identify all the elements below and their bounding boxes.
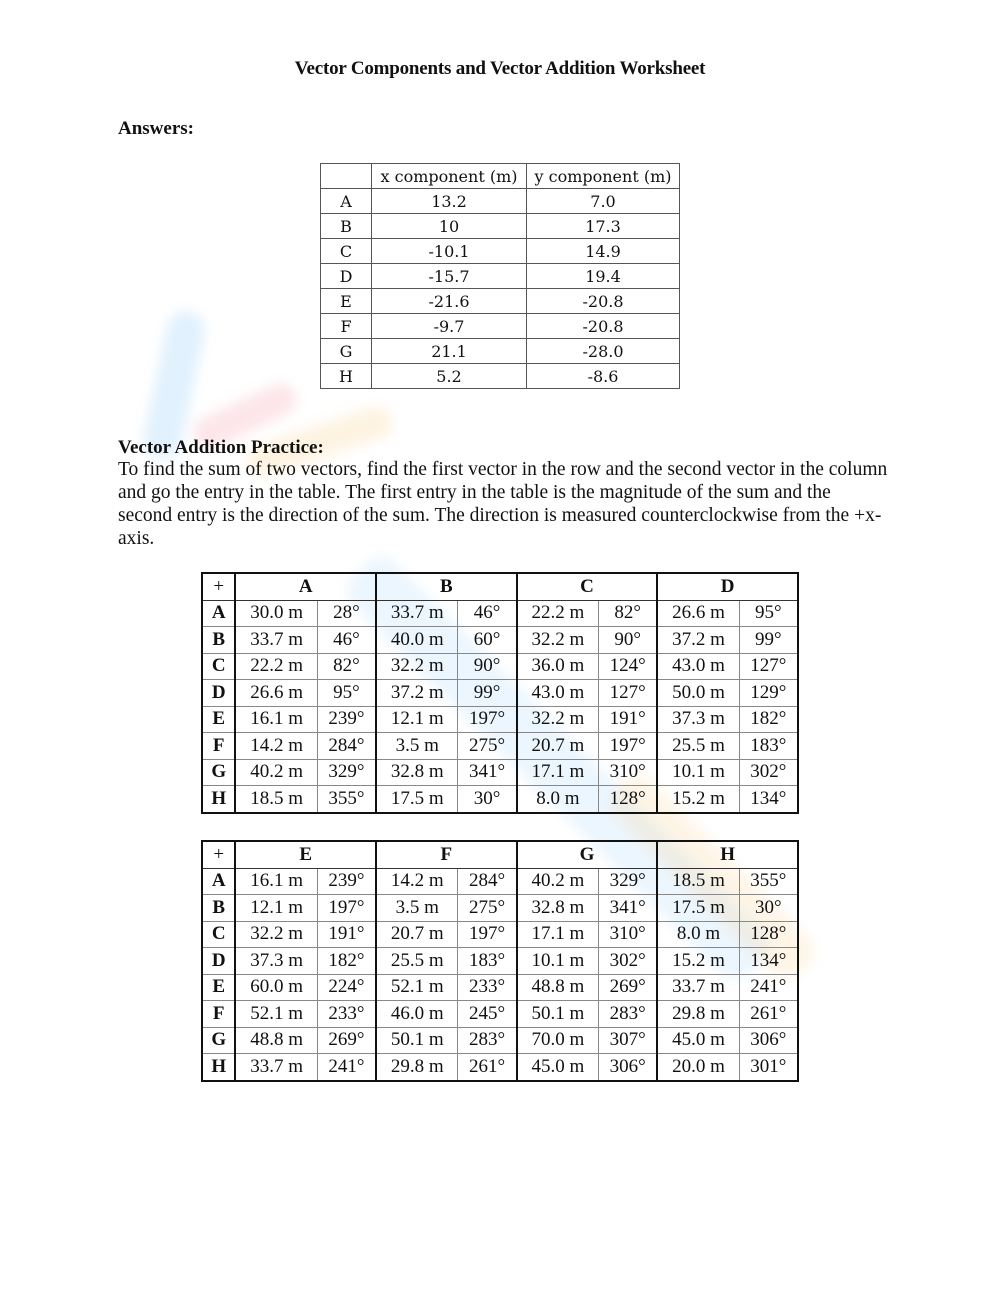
sum-direction: 124°: [599, 653, 658, 680]
sum-direction: 197°: [458, 921, 517, 948]
header-cell: x component (m): [372, 164, 527, 189]
x-component: -10.1: [372, 239, 527, 264]
sum-direction: 275°: [458, 895, 517, 922]
sum-direction: 30°: [458, 786, 517, 813]
sum-direction: 310°: [599, 921, 658, 948]
sum-magnitude: 29.8 m: [376, 1054, 458, 1081]
sum-direction: 302°: [599, 948, 658, 975]
column-header-vector: G: [517, 841, 658, 868]
y-component: 14.9: [527, 239, 680, 264]
sum-magnitude: 14.2 m: [376, 868, 458, 895]
sum-direction: 182°: [317, 948, 376, 975]
table-row: [202, 786, 798, 813]
sum-magnitude: 32.8 m: [376, 759, 458, 786]
row-header-vector: E: [202, 706, 235, 733]
sum-magnitude: 37.2 m: [376, 680, 458, 707]
row-header-vector: F: [202, 1001, 235, 1028]
sum-direction: 127°: [739, 653, 798, 680]
sum-magnitude: 43.0 m: [657, 653, 739, 680]
sum-direction: 30°: [739, 895, 798, 922]
row-header-vector: C: [202, 653, 235, 680]
sum-magnitude: 8.0 m: [657, 921, 739, 948]
table-row: [202, 1001, 798, 1028]
table-row: [202, 600, 798, 627]
sum-direction: 245°: [458, 1001, 517, 1028]
practice-instructions: To find the sum of two vectors, find the first vector in the row and the second vector in the column and go the entry in the table. The first entry in the table is the magnitude of the sum and the second entry is the direction of the sum. The direction is measured counterclockwise from the +x-axis.: [118, 459, 888, 549]
row-header-vector: A: [202, 600, 235, 627]
vector-label: E: [321, 289, 372, 314]
row-header-vector: C: [202, 921, 235, 948]
sum-magnitude: 26.6 m: [235, 680, 317, 707]
row-header-vector: D: [202, 680, 235, 707]
y-component: -8.6: [527, 364, 680, 389]
table-row: [202, 868, 798, 895]
x-component: -21.6: [372, 289, 527, 314]
sum-magnitude: 32.2 m: [235, 921, 317, 948]
sum-direction: 46°: [458, 600, 517, 627]
sum-magnitude: 33.7 m: [376, 600, 458, 627]
sum-magnitude: 40.2 m: [517, 868, 599, 895]
sum-direction: 269°: [317, 1027, 376, 1054]
sum-magnitude: 26.6 m: [657, 600, 739, 627]
table-row: [202, 948, 798, 975]
sum-direction: 306°: [599, 1054, 658, 1081]
sum-magnitude: 25.5 m: [376, 948, 458, 975]
vector-label: H: [321, 364, 372, 389]
row-header-vector: E: [202, 974, 235, 1001]
sum-direction: 82°: [317, 653, 376, 680]
sum-magnitude: 18.5 m: [657, 868, 739, 895]
corner-plus-cell: +: [202, 841, 235, 868]
y-component: 7.0: [527, 189, 680, 214]
sum-magnitude: 52.1 m: [376, 974, 458, 1001]
sum-magnitude: 22.2 m: [517, 600, 599, 627]
header-cell: [321, 164, 372, 189]
sum-direction: 284°: [458, 868, 517, 895]
sum-magnitude: 48.8 m: [517, 974, 599, 1001]
sum-magnitude: 50.1 m: [517, 1001, 599, 1028]
table-row: [202, 627, 798, 654]
sum-magnitude: 32.2 m: [517, 627, 599, 654]
sum-magnitude: 20.7 m: [376, 921, 458, 948]
row-header-vector: H: [202, 1054, 235, 1081]
table-header-row: [321, 164, 680, 189]
sum-direction: 182°: [739, 706, 798, 733]
sum-magnitude: 32.2 m: [517, 706, 599, 733]
sum-direction: 95°: [317, 680, 376, 707]
sum-direction: 269°: [599, 974, 658, 1001]
sum-magnitude: 40.0 m: [376, 627, 458, 654]
corner-plus-cell: +: [202, 573, 235, 600]
row-header-vector: B: [202, 895, 235, 922]
sum-magnitude: 37.2 m: [657, 627, 739, 654]
column-header-vector: H: [657, 841, 798, 868]
table-row: [202, 1027, 798, 1054]
sum-magnitude: 17.5 m: [376, 786, 458, 813]
sum-magnitude: 46.0 m: [376, 1001, 458, 1028]
table-row: [321, 314, 680, 339]
sum-magnitude: 15.2 m: [657, 948, 739, 975]
sum-magnitude: 50.1 m: [376, 1027, 458, 1054]
sum-magnitude: 29.8 m: [657, 1001, 739, 1028]
row-header-vector: B: [202, 627, 235, 654]
components-table: [320, 163, 680, 389]
sum-direction: 191°: [317, 921, 376, 948]
sum-magnitude: 30.0 m: [235, 600, 317, 627]
row-header-vector: A: [202, 868, 235, 895]
sum-magnitude: 22.2 m: [235, 653, 317, 680]
sum-magnitude: 48.8 m: [235, 1027, 317, 1054]
sum-magnitude: 25.5 m: [657, 733, 739, 760]
vector-label: G: [321, 339, 372, 364]
sum-direction: 241°: [317, 1054, 376, 1081]
sum-magnitude: 40.2 m: [235, 759, 317, 786]
sum-magnitude: 3.5 m: [376, 733, 458, 760]
y-component: 17.3: [527, 214, 680, 239]
sum-direction: 241°: [739, 974, 798, 1001]
sum-direction: 275°: [458, 733, 517, 760]
table-row: [321, 289, 680, 314]
row-header-vector: G: [202, 759, 235, 786]
sum-direction: 329°: [317, 759, 376, 786]
sum-direction: 129°: [739, 680, 798, 707]
row-header-vector: F: [202, 733, 235, 760]
sum-magnitude: 33.7 m: [657, 974, 739, 1001]
row-header-vector: G: [202, 1027, 235, 1054]
sum-direction: 341°: [458, 759, 517, 786]
y-component: -20.8: [527, 314, 680, 339]
sum-table-a-to-d: [201, 572, 799, 814]
sum-direction: 329°: [599, 868, 658, 895]
sum-magnitude: 45.0 m: [657, 1027, 739, 1054]
row-header-vector: D: [202, 948, 235, 975]
table-row: [202, 921, 798, 948]
vector-label: B: [321, 214, 372, 239]
table-row: [202, 706, 798, 733]
table-header-row: [202, 841, 798, 868]
page-title: Vector Components and Vector Addition Worksheet: [294, 58, 706, 79]
table-row: [321, 214, 680, 239]
sum-direction: 233°: [458, 974, 517, 1001]
vector-label: C: [321, 239, 372, 264]
table-header-row: [202, 573, 798, 600]
sum-direction: 261°: [739, 1001, 798, 1028]
y-component: -20.8: [527, 289, 680, 314]
sum-direction: 306°: [739, 1027, 798, 1054]
sum-direction: 128°: [739, 921, 798, 948]
column-header-vector: B: [376, 573, 517, 600]
sum-direction: 302°: [739, 759, 798, 786]
sum-magnitude: 17.1 m: [517, 921, 599, 948]
x-component: -9.7: [372, 314, 527, 339]
sum-direction: 197°: [317, 895, 376, 922]
sum-magnitude: 12.1 m: [376, 706, 458, 733]
sum-magnitude: 52.1 m: [235, 1001, 317, 1028]
sum-magnitude: 36.0 m: [517, 653, 599, 680]
sum-magnitude: 10.1 m: [657, 759, 739, 786]
sum-magnitude: 32.2 m: [376, 653, 458, 680]
x-component: -15.7: [372, 264, 527, 289]
sum-direction: 134°: [739, 948, 798, 975]
table-row: [321, 264, 680, 289]
table-row: [202, 895, 798, 922]
sum-magnitude: 32.8 m: [517, 895, 599, 922]
sum-magnitude: 37.3 m: [235, 948, 317, 975]
column-header-vector: A: [235, 573, 376, 600]
sum-magnitude: 17.1 m: [517, 759, 599, 786]
sum-direction: 60°: [458, 627, 517, 654]
x-component: 13.2: [372, 189, 527, 214]
table-row: [202, 1054, 798, 1081]
sum-direction: 310°: [599, 759, 658, 786]
x-component: 21.1: [372, 339, 527, 364]
column-header-vector: D: [657, 573, 798, 600]
sum-direction: 183°: [458, 948, 517, 975]
sum-magnitude: 18.5 m: [235, 786, 317, 813]
sum-direction: 28°: [317, 600, 376, 627]
sum-direction: 239°: [317, 868, 376, 895]
sum-magnitude: 33.7 m: [235, 627, 317, 654]
practice-heading: Vector Addition Practice:: [118, 437, 324, 458]
sum-direction: 127°: [599, 680, 658, 707]
sum-direction: 224°: [317, 974, 376, 1001]
table-row: [321, 189, 680, 214]
sum-magnitude: 12.1 m: [235, 895, 317, 922]
vector-label: A: [321, 189, 372, 214]
table-row: [202, 733, 798, 760]
sum-direction: 197°: [458, 706, 517, 733]
sum-direction: 183°: [739, 733, 798, 760]
sum-direction: 355°: [739, 868, 798, 895]
sum-table-e-to-h: [201, 840, 799, 1082]
sum-direction: 284°: [317, 733, 376, 760]
sum-direction: 307°: [599, 1027, 658, 1054]
row-header-vector: H: [202, 786, 235, 813]
sum-magnitude: 20.0 m: [657, 1054, 739, 1081]
sum-magnitude: 15.2 m: [657, 786, 739, 813]
sum-direction: 95°: [739, 600, 798, 627]
table-row: [321, 364, 680, 389]
table-row: [202, 759, 798, 786]
table-row: [321, 239, 680, 264]
sum-magnitude: 14.2 m: [235, 733, 317, 760]
sum-magnitude: 33.7 m: [235, 1054, 317, 1081]
sum-direction: 283°: [599, 1001, 658, 1028]
column-header-vector: F: [376, 841, 517, 868]
column-header-vector: E: [235, 841, 376, 868]
sum-magnitude: 16.1 m: [235, 868, 317, 895]
sum-direction: 355°: [317, 786, 376, 813]
sum-magnitude: 50.0 m: [657, 680, 739, 707]
sum-direction: 261°: [458, 1054, 517, 1081]
sum-direction: 239°: [317, 706, 376, 733]
vector-label: D: [321, 264, 372, 289]
sum-magnitude: 17.5 m: [657, 895, 739, 922]
sum-direction: 301°: [739, 1054, 798, 1081]
table-row: [202, 653, 798, 680]
table-row: [321, 339, 680, 364]
sum-magnitude: 10.1 m: [517, 948, 599, 975]
y-component: 19.4: [527, 264, 680, 289]
table-row: [202, 680, 798, 707]
sum-direction: 341°: [599, 895, 658, 922]
header-cell: y component (m): [527, 164, 680, 189]
x-component: 5.2: [372, 364, 527, 389]
sum-magnitude: 60.0 m: [235, 974, 317, 1001]
sum-direction: 82°: [599, 600, 658, 627]
sum-direction: 191°: [599, 706, 658, 733]
sum-direction: 90°: [458, 653, 517, 680]
vector-label: F: [321, 314, 372, 339]
sum-direction: 128°: [599, 786, 658, 813]
column-header-vector: C: [517, 573, 658, 600]
sum-magnitude: 16.1 m: [235, 706, 317, 733]
sum-magnitude: 70.0 m: [517, 1027, 599, 1054]
sum-magnitude: 20.7 m: [517, 733, 599, 760]
table-row: [202, 974, 798, 1001]
sum-direction: 134°: [739, 786, 798, 813]
sum-magnitude: 43.0 m: [517, 680, 599, 707]
sum-magnitude: 8.0 m: [517, 786, 599, 813]
sum-direction: 283°: [458, 1027, 517, 1054]
sum-magnitude: 3.5 m: [376, 895, 458, 922]
sum-direction: 46°: [317, 627, 376, 654]
x-component: 10: [372, 214, 527, 239]
sum-direction: 99°: [739, 627, 798, 654]
sum-magnitude: 37.3 m: [657, 706, 739, 733]
y-component: -28.0: [527, 339, 680, 364]
sum-magnitude: 45.0 m: [517, 1054, 599, 1081]
sum-direction: 90°: [599, 627, 658, 654]
answers-heading: Answers:: [118, 118, 194, 139]
sum-direction: 197°: [599, 733, 658, 760]
sum-direction: 99°: [458, 680, 517, 707]
sum-direction: 233°: [317, 1001, 376, 1028]
